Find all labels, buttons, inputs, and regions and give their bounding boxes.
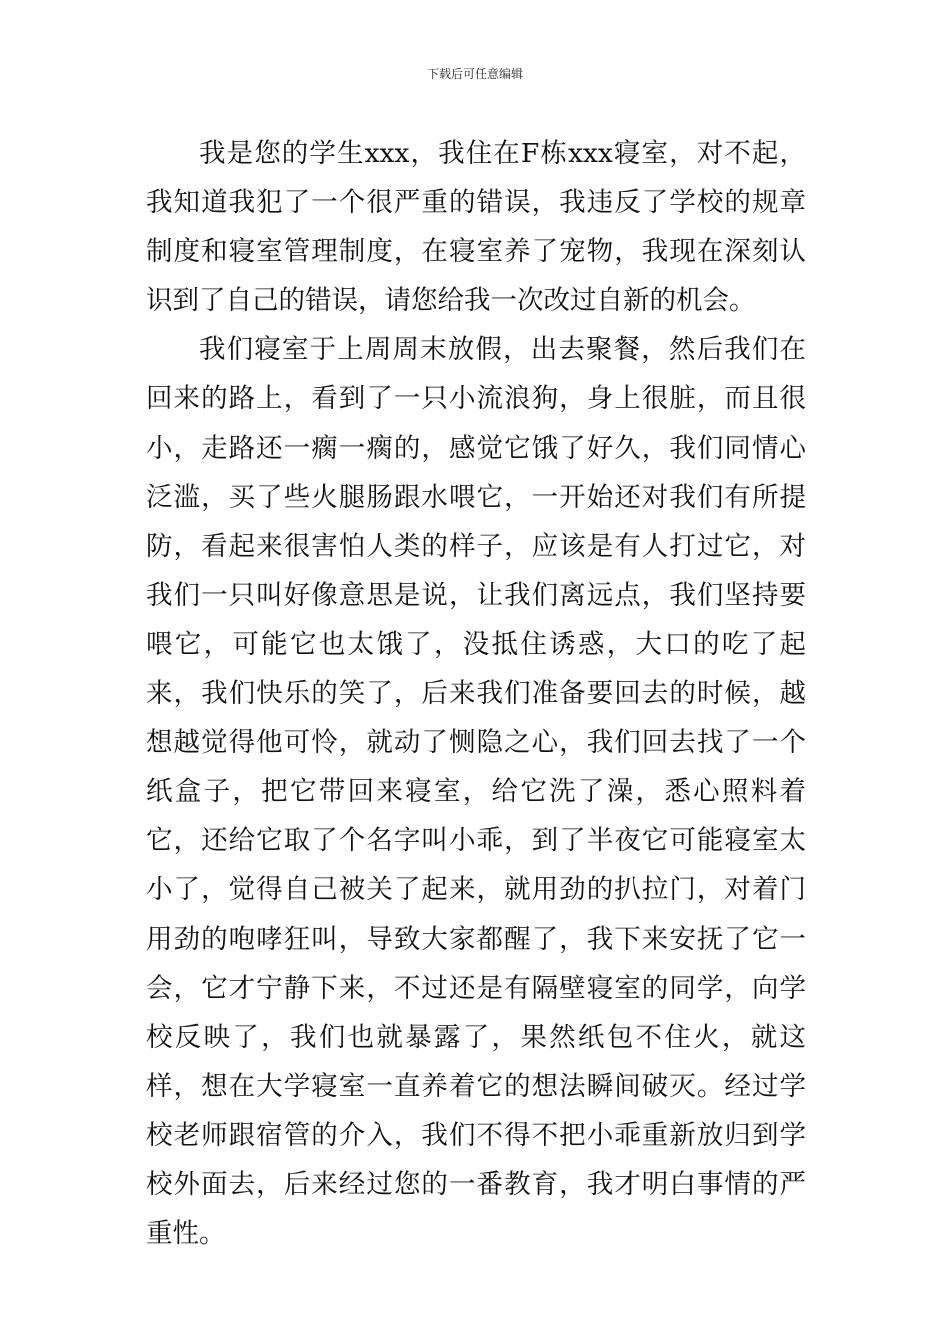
paragraph-1: 我是您的学生xxx，我住在F栋xxx寝室，对不起，我知道我犯了一个很严重的错误，我违反了学校的规章制度和寝室管理制度，在寝室养了宠物，我现在深刻认识到了自己的错误，请您给我一次改过自新的机会。 [146, 138, 806, 317]
document-body [146, 129, 806, 1258]
paragraph-2: 我们寝室于上周周末放假，出去聚餐，然后我们在回来的路上，看到了一只小流浪狗，身上很脏，而且很小，走路还一瘸一瘸的，感觉它饿了好久，我们同情心泛滥，买了些火腿肠跟水喂它，一开始还对我们有所提防，看起来很害怕人类的样子，应该是有人打过它，对我们一只叫好像意思是说，让我们离远点，我们坚持要喂它，可能它也太饿了，没抵住诱惑，大口的吃了起来，我们快乐的笑了，后来我们准备要回去的时候，越想越觉得他可怜，就动了恻隐之心，我们回去找了一个纸盒子，把它带回来寝室，给它洗了澡，悉心照料着它，还给它取了个名字叫小乖，到了半夜它可能寝室太小了，觉得自己被关了起来，就用劲的扒拉门，对着门用劲的咆哮狂叫，导致大家都醒了，我下来安抚了它一会，它才宁静下来，不过还是有隔壁寝室的同学，向学校反映了，我们也就暴露了，果然纸包不住火，就这样，想在大学寝室一直养着它的想法瞬间破灭。经过学校老师跟宿管的介入，我们不得不把小乖重新放归到学校外面去，后来经过您的一番教育，我才明白事情的严重性。 [146, 334, 806, 1250]
page-header: 下载后可任意编辑 [426, 67, 523, 81]
